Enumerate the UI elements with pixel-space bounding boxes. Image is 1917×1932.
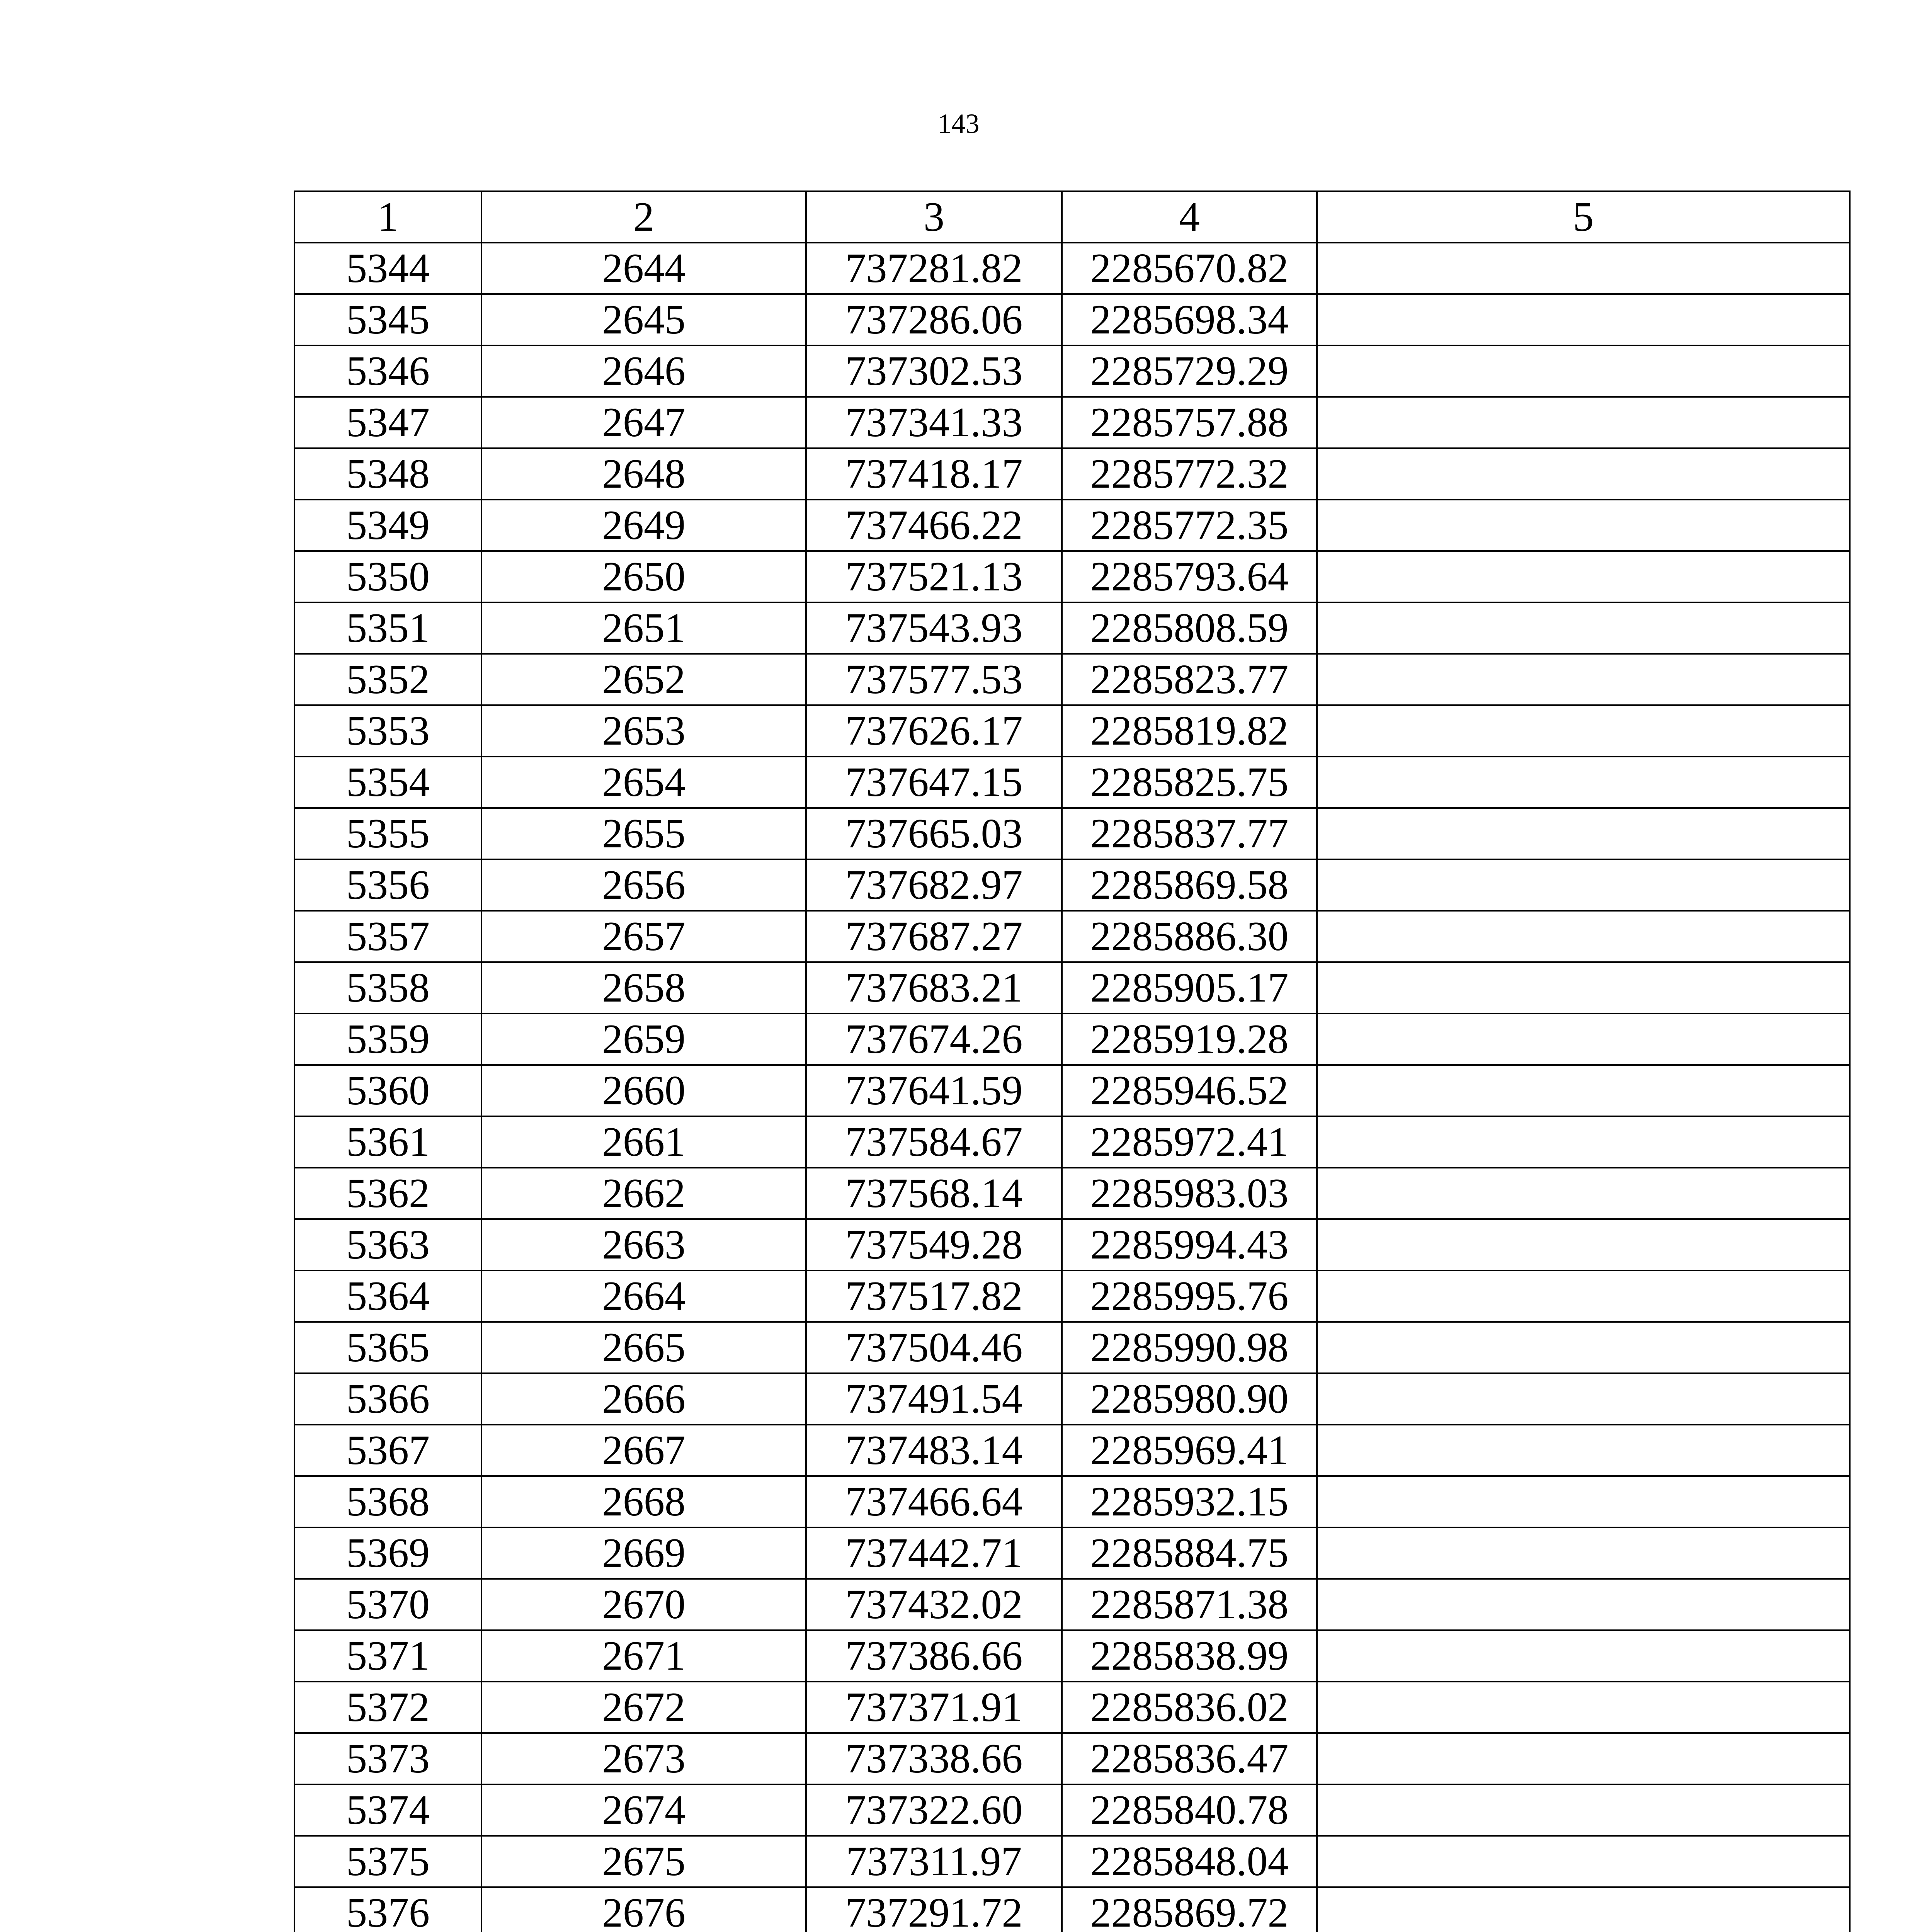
cell-y: 2285871.38 — [1062, 1579, 1317, 1630]
table-row — [294, 1322, 1850, 1373]
cell-number: 5363 — [294, 1219, 481, 1270]
cell-y: 2285836.47 — [1062, 1733, 1317, 1784]
cell-point-id: 2657 — [481, 911, 806, 962]
cell-note — [1317, 808, 1850, 859]
column-header: 3 — [806, 191, 1062, 243]
cell-y: 2285919.28 — [1062, 1014, 1317, 1065]
table-row — [294, 1065, 1850, 1116]
cell-x: 737386.66 — [806, 1630, 1062, 1682]
cell-x: 737286.06 — [806, 294, 1062, 345]
cell-point-id: 2676 — [481, 1887, 806, 1932]
cell-point-id: 2659 — [481, 1014, 806, 1065]
table-row — [294, 551, 1850, 602]
cell-point-id: 2674 — [481, 1784, 806, 1836]
cell-x: 737341.33 — [806, 397, 1062, 448]
cell-x: 737682.97 — [806, 859, 1062, 911]
cell-number: 5375 — [294, 1836, 481, 1887]
cell-y: 2285838.99 — [1062, 1630, 1317, 1682]
cell-note — [1317, 1579, 1850, 1630]
cell-y: 2285886.30 — [1062, 911, 1317, 962]
cell-note — [1317, 1630, 1850, 1682]
cell-point-id: 2646 — [481, 345, 806, 397]
table-row — [294, 1168, 1850, 1219]
cell-point-id: 2648 — [481, 448, 806, 500]
cell-y: 2285729.29 — [1062, 345, 1317, 397]
cell-note — [1317, 1322, 1850, 1373]
cell-y: 2285946.52 — [1062, 1065, 1317, 1116]
cell-number: 5344 — [294, 243, 481, 294]
cell-note — [1317, 397, 1850, 448]
cell-note — [1317, 1682, 1850, 1733]
cell-note — [1317, 1270, 1850, 1322]
cell-number: 5351 — [294, 602, 481, 654]
cell-y: 2285932.15 — [1062, 1476, 1317, 1527]
cell-y: 2285836.02 — [1062, 1682, 1317, 1733]
cell-number: 5367 — [294, 1425, 481, 1476]
cell-number: 5355 — [294, 808, 481, 859]
table-row — [294, 1733, 1850, 1784]
table-row — [294, 1579, 1850, 1630]
cell-point-id: 2644 — [481, 243, 806, 294]
cell-x: 737281.82 — [806, 243, 1062, 294]
cell-x: 737549.28 — [806, 1219, 1062, 1270]
cell-number: 5357 — [294, 911, 481, 962]
cell-y: 2285983.03 — [1062, 1168, 1317, 1219]
table-row — [294, 654, 1850, 705]
cell-number: 5359 — [294, 1014, 481, 1065]
cell-note — [1317, 705, 1850, 757]
cell-y: 2285819.82 — [1062, 705, 1317, 757]
cell-point-id: 2668 — [481, 1476, 806, 1527]
table-row — [294, 705, 1850, 757]
cell-number: 5368 — [294, 1476, 481, 1527]
cell-x: 737517.82 — [806, 1270, 1062, 1322]
cell-x: 737626.17 — [806, 705, 1062, 757]
cell-number: 5373 — [294, 1733, 481, 1784]
cell-y: 2285757.88 — [1062, 397, 1317, 448]
cell-point-id: 2651 — [481, 602, 806, 654]
table-body — [294, 191, 1850, 1932]
cell-point-id: 2654 — [481, 757, 806, 808]
cell-point-id: 2645 — [481, 294, 806, 345]
cell-y: 2285869.58 — [1062, 859, 1317, 911]
table-row — [294, 1527, 1850, 1579]
cell-number: 5352 — [294, 654, 481, 705]
cell-point-id: 2661 — [481, 1116, 806, 1168]
cell-x: 737687.27 — [806, 911, 1062, 962]
cell-number: 5371 — [294, 1630, 481, 1682]
cell-point-id: 2669 — [481, 1527, 806, 1579]
cell-y: 2285772.35 — [1062, 500, 1317, 551]
cell-y: 2285972.41 — [1062, 1116, 1317, 1168]
cell-point-id: 2673 — [481, 1733, 806, 1784]
cell-number: 5349 — [294, 500, 481, 551]
table-row — [294, 294, 1850, 345]
cell-note — [1317, 345, 1850, 397]
cell-x: 737504.46 — [806, 1322, 1062, 1373]
cell-note — [1317, 962, 1850, 1014]
cell-number: 5365 — [294, 1322, 481, 1373]
cell-x: 737647.15 — [806, 757, 1062, 808]
cell-number: 5347 — [294, 397, 481, 448]
cell-note — [1317, 1168, 1850, 1219]
cell-number: 5354 — [294, 757, 481, 808]
cell-point-id: 2675 — [481, 1836, 806, 1887]
cell-y: 2285698.34 — [1062, 294, 1317, 345]
cell-note — [1317, 1014, 1850, 1065]
cell-number: 5360 — [294, 1065, 481, 1116]
cell-y: 2285969.41 — [1062, 1425, 1317, 1476]
table-row — [294, 1373, 1850, 1425]
table-row — [294, 757, 1850, 808]
cell-number: 5369 — [294, 1527, 481, 1579]
cell-x: 737683.21 — [806, 962, 1062, 1014]
table-row — [294, 1630, 1850, 1682]
cell-x: 737291.72 — [806, 1887, 1062, 1932]
cell-x: 737466.64 — [806, 1476, 1062, 1527]
cell-point-id: 2650 — [481, 551, 806, 602]
table-row — [294, 1476, 1850, 1527]
column-header: 5 — [1317, 191, 1850, 243]
cell-number: 5366 — [294, 1373, 481, 1425]
cell-y: 2285994.43 — [1062, 1219, 1317, 1270]
cell-note — [1317, 1784, 1850, 1836]
cell-note — [1317, 1733, 1850, 1784]
cell-point-id: 2653 — [481, 705, 806, 757]
cell-number: 5376 — [294, 1887, 481, 1932]
cell-x: 737432.02 — [806, 1579, 1062, 1630]
cell-x: 737568.14 — [806, 1168, 1062, 1219]
cell-point-id: 2660 — [481, 1065, 806, 1116]
table-row — [294, 1219, 1850, 1270]
cell-number: 5372 — [294, 1682, 481, 1733]
cell-x: 737521.13 — [806, 551, 1062, 602]
cell-x: 737674.26 — [806, 1014, 1062, 1065]
cell-x: 737665.03 — [806, 808, 1062, 859]
cell-point-id: 2664 — [481, 1270, 806, 1322]
table-row — [294, 1014, 1850, 1065]
table-row — [294, 1116, 1850, 1168]
cell-note — [1317, 654, 1850, 705]
column-header: 4 — [1062, 191, 1317, 243]
table-row — [294, 1270, 1850, 1322]
cell-note — [1317, 1373, 1850, 1425]
cell-note — [1317, 1836, 1850, 1887]
cell-note — [1317, 243, 1850, 294]
cell-y: 2285995.76 — [1062, 1270, 1317, 1322]
cell-note — [1317, 859, 1850, 911]
cell-point-id: 2652 — [481, 654, 806, 705]
cell-x: 737442.71 — [806, 1527, 1062, 1579]
cell-point-id: 2655 — [481, 808, 806, 859]
table-row — [294, 1784, 1850, 1836]
cell-y: 2285869.72 — [1062, 1887, 1317, 1932]
cell-point-id: 2658 — [481, 962, 806, 1014]
table-row — [294, 500, 1850, 551]
cell-x: 737371.91 — [806, 1682, 1062, 1733]
cell-point-id: 2671 — [481, 1630, 806, 1682]
cell-x: 737491.54 — [806, 1373, 1062, 1425]
cell-note — [1317, 294, 1850, 345]
table-row — [294, 602, 1850, 654]
cell-number: 5353 — [294, 705, 481, 757]
table-row — [294, 1836, 1850, 1887]
cell-note — [1317, 1476, 1850, 1527]
cell-point-id: 2667 — [481, 1425, 806, 1476]
page-number: 143 — [937, 108, 980, 139]
cell-x: 737584.67 — [806, 1116, 1062, 1168]
cell-number: 5345 — [294, 294, 481, 345]
cell-x: 737338.66 — [806, 1733, 1062, 1784]
cell-y: 2285980.90 — [1062, 1373, 1317, 1425]
table-row — [294, 808, 1850, 859]
table-row — [294, 345, 1850, 397]
cell-point-id: 2649 — [481, 500, 806, 551]
table-row — [294, 911, 1850, 962]
cell-point-id: 2647 — [481, 397, 806, 448]
cell-point-id: 2663 — [481, 1219, 806, 1270]
cell-point-id: 2670 — [481, 1579, 806, 1630]
cell-x: 737311.97 — [806, 1836, 1062, 1887]
cell-number: 5370 — [294, 1579, 481, 1630]
cell-number: 5346 — [294, 345, 481, 397]
cell-number: 5358 — [294, 962, 481, 1014]
cell-x: 737641.59 — [806, 1065, 1062, 1116]
table-row — [294, 1682, 1850, 1733]
cell-y: 2285840.78 — [1062, 1784, 1317, 1836]
table-row — [294, 1887, 1850, 1932]
cell-note — [1317, 500, 1850, 551]
cell-point-id: 2662 — [481, 1168, 806, 1219]
header-row — [294, 191, 1850, 243]
cell-note — [1317, 1219, 1850, 1270]
cell-point-id: 2656 — [481, 859, 806, 911]
cell-y: 2285793.64 — [1062, 551, 1317, 602]
cell-x: 737577.53 — [806, 654, 1062, 705]
cell-x: 737418.17 — [806, 448, 1062, 500]
cell-x: 737483.14 — [806, 1425, 1062, 1476]
cell-y: 2285905.17 — [1062, 962, 1317, 1014]
cell-y: 2285772.32 — [1062, 448, 1317, 500]
cell-y: 2285670.82 — [1062, 243, 1317, 294]
cell-number: 5364 — [294, 1270, 481, 1322]
cell-x: 737543.93 — [806, 602, 1062, 654]
cell-y: 2285808.59 — [1062, 602, 1317, 654]
cell-y: 2285823.77 — [1062, 654, 1317, 705]
table-row — [294, 448, 1850, 500]
cell-number: 5374 — [294, 1784, 481, 1836]
table-row — [294, 397, 1850, 448]
cell-note — [1317, 757, 1850, 808]
cell-note — [1317, 448, 1850, 500]
table-row — [294, 1425, 1850, 1476]
column-header: 2 — [481, 191, 806, 243]
cell-note — [1317, 1425, 1850, 1476]
cell-number: 5356 — [294, 859, 481, 911]
cell-note — [1317, 551, 1850, 602]
cell-number: 5361 — [294, 1116, 481, 1168]
cell-number: 5362 — [294, 1168, 481, 1219]
cell-y: 2285837.77 — [1062, 808, 1317, 859]
cell-y: 2285825.75 — [1062, 757, 1317, 808]
cell-y: 2285884.75 — [1062, 1527, 1317, 1579]
cell-point-id: 2666 — [481, 1373, 806, 1425]
column-header: 1 — [294, 191, 481, 243]
cell-x: 737322.60 — [806, 1784, 1062, 1836]
table-row — [294, 243, 1850, 294]
cell-note — [1317, 1065, 1850, 1116]
cell-point-id: 2672 — [481, 1682, 806, 1733]
cell-x: 737466.22 — [806, 500, 1062, 551]
cell-point-id: 2665 — [481, 1322, 806, 1373]
cell-note — [1317, 1527, 1850, 1579]
cell-y: 2285990.98 — [1062, 1322, 1317, 1373]
cell-note — [1317, 602, 1850, 654]
cell-note — [1317, 1887, 1850, 1932]
cell-number: 5350 — [294, 551, 481, 602]
cell-number: 5348 — [294, 448, 481, 500]
table-row — [294, 962, 1850, 1014]
cell-note — [1317, 911, 1850, 962]
cell-x: 737302.53 — [806, 345, 1062, 397]
cell-y: 2285848.04 — [1062, 1836, 1317, 1887]
table-row — [294, 859, 1850, 911]
coordinates-table — [294, 190, 1851, 1932]
cell-note — [1317, 1116, 1850, 1168]
